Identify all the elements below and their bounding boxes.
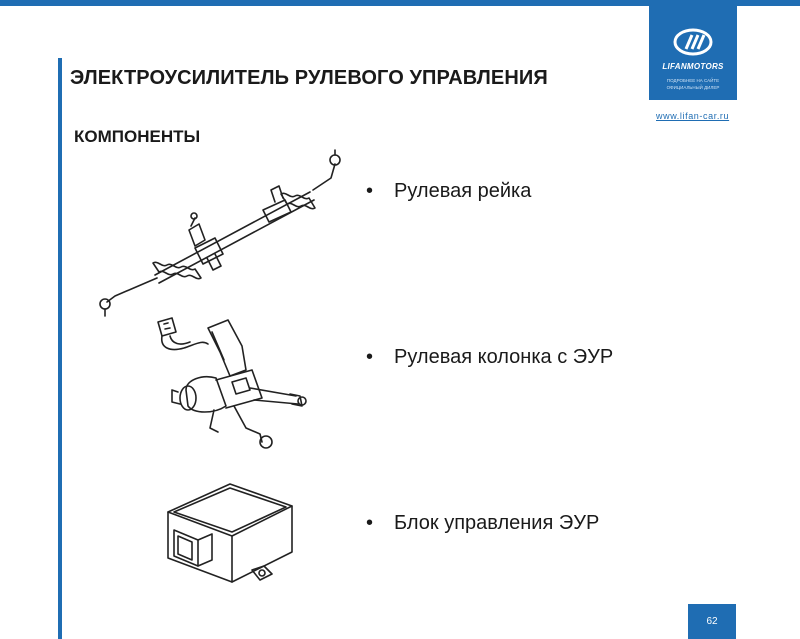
component-label: Блок управления ЭУР	[394, 512, 600, 534]
website-link[interactable]: www.lifan-car.ru	[656, 111, 730, 121]
logo-wordmark: LIFANMOTORS	[662, 62, 724, 71]
component-item-steering-rack	[366, 180, 531, 203]
brand-logo[interactable]	[649, 6, 737, 100]
left-accent-rule	[58, 58, 62, 639]
bullet-marker: •	[366, 512, 374, 534]
lifan-emblem-icon	[673, 28, 713, 56]
steering-rack-illustration	[95, 150, 355, 320]
logo-tagline-2: ОФИЦИАЛЬНЫЙ ДИЛЕР	[666, 85, 720, 90]
component-label: Рулевая рейка	[394, 180, 532, 202]
page-number: 62	[688, 604, 736, 639]
control-unit-illustration	[160, 478, 300, 588]
page-title: ЭЛЕКТРОУСИЛИТЕЛЬ РУЛЕВОГО УПРАВЛЕНИЯ	[70, 67, 548, 89]
bullet-marker: •	[366, 346, 374, 368]
section-subtitle: КОМПОНЕНТЫ	[74, 127, 201, 146]
logo-tagline-1: ПОДРОБНЕЕ НА САЙТЕ	[666, 78, 720, 83]
bullet-marker: •	[366, 180, 374, 202]
component-item-steering-column	[366, 346, 613, 369]
steering-column-illustration	[150, 310, 310, 455]
component-label: Рулевая колонка с ЭУР	[394, 346, 614, 368]
component-item-control-unit	[366, 512, 599, 535]
